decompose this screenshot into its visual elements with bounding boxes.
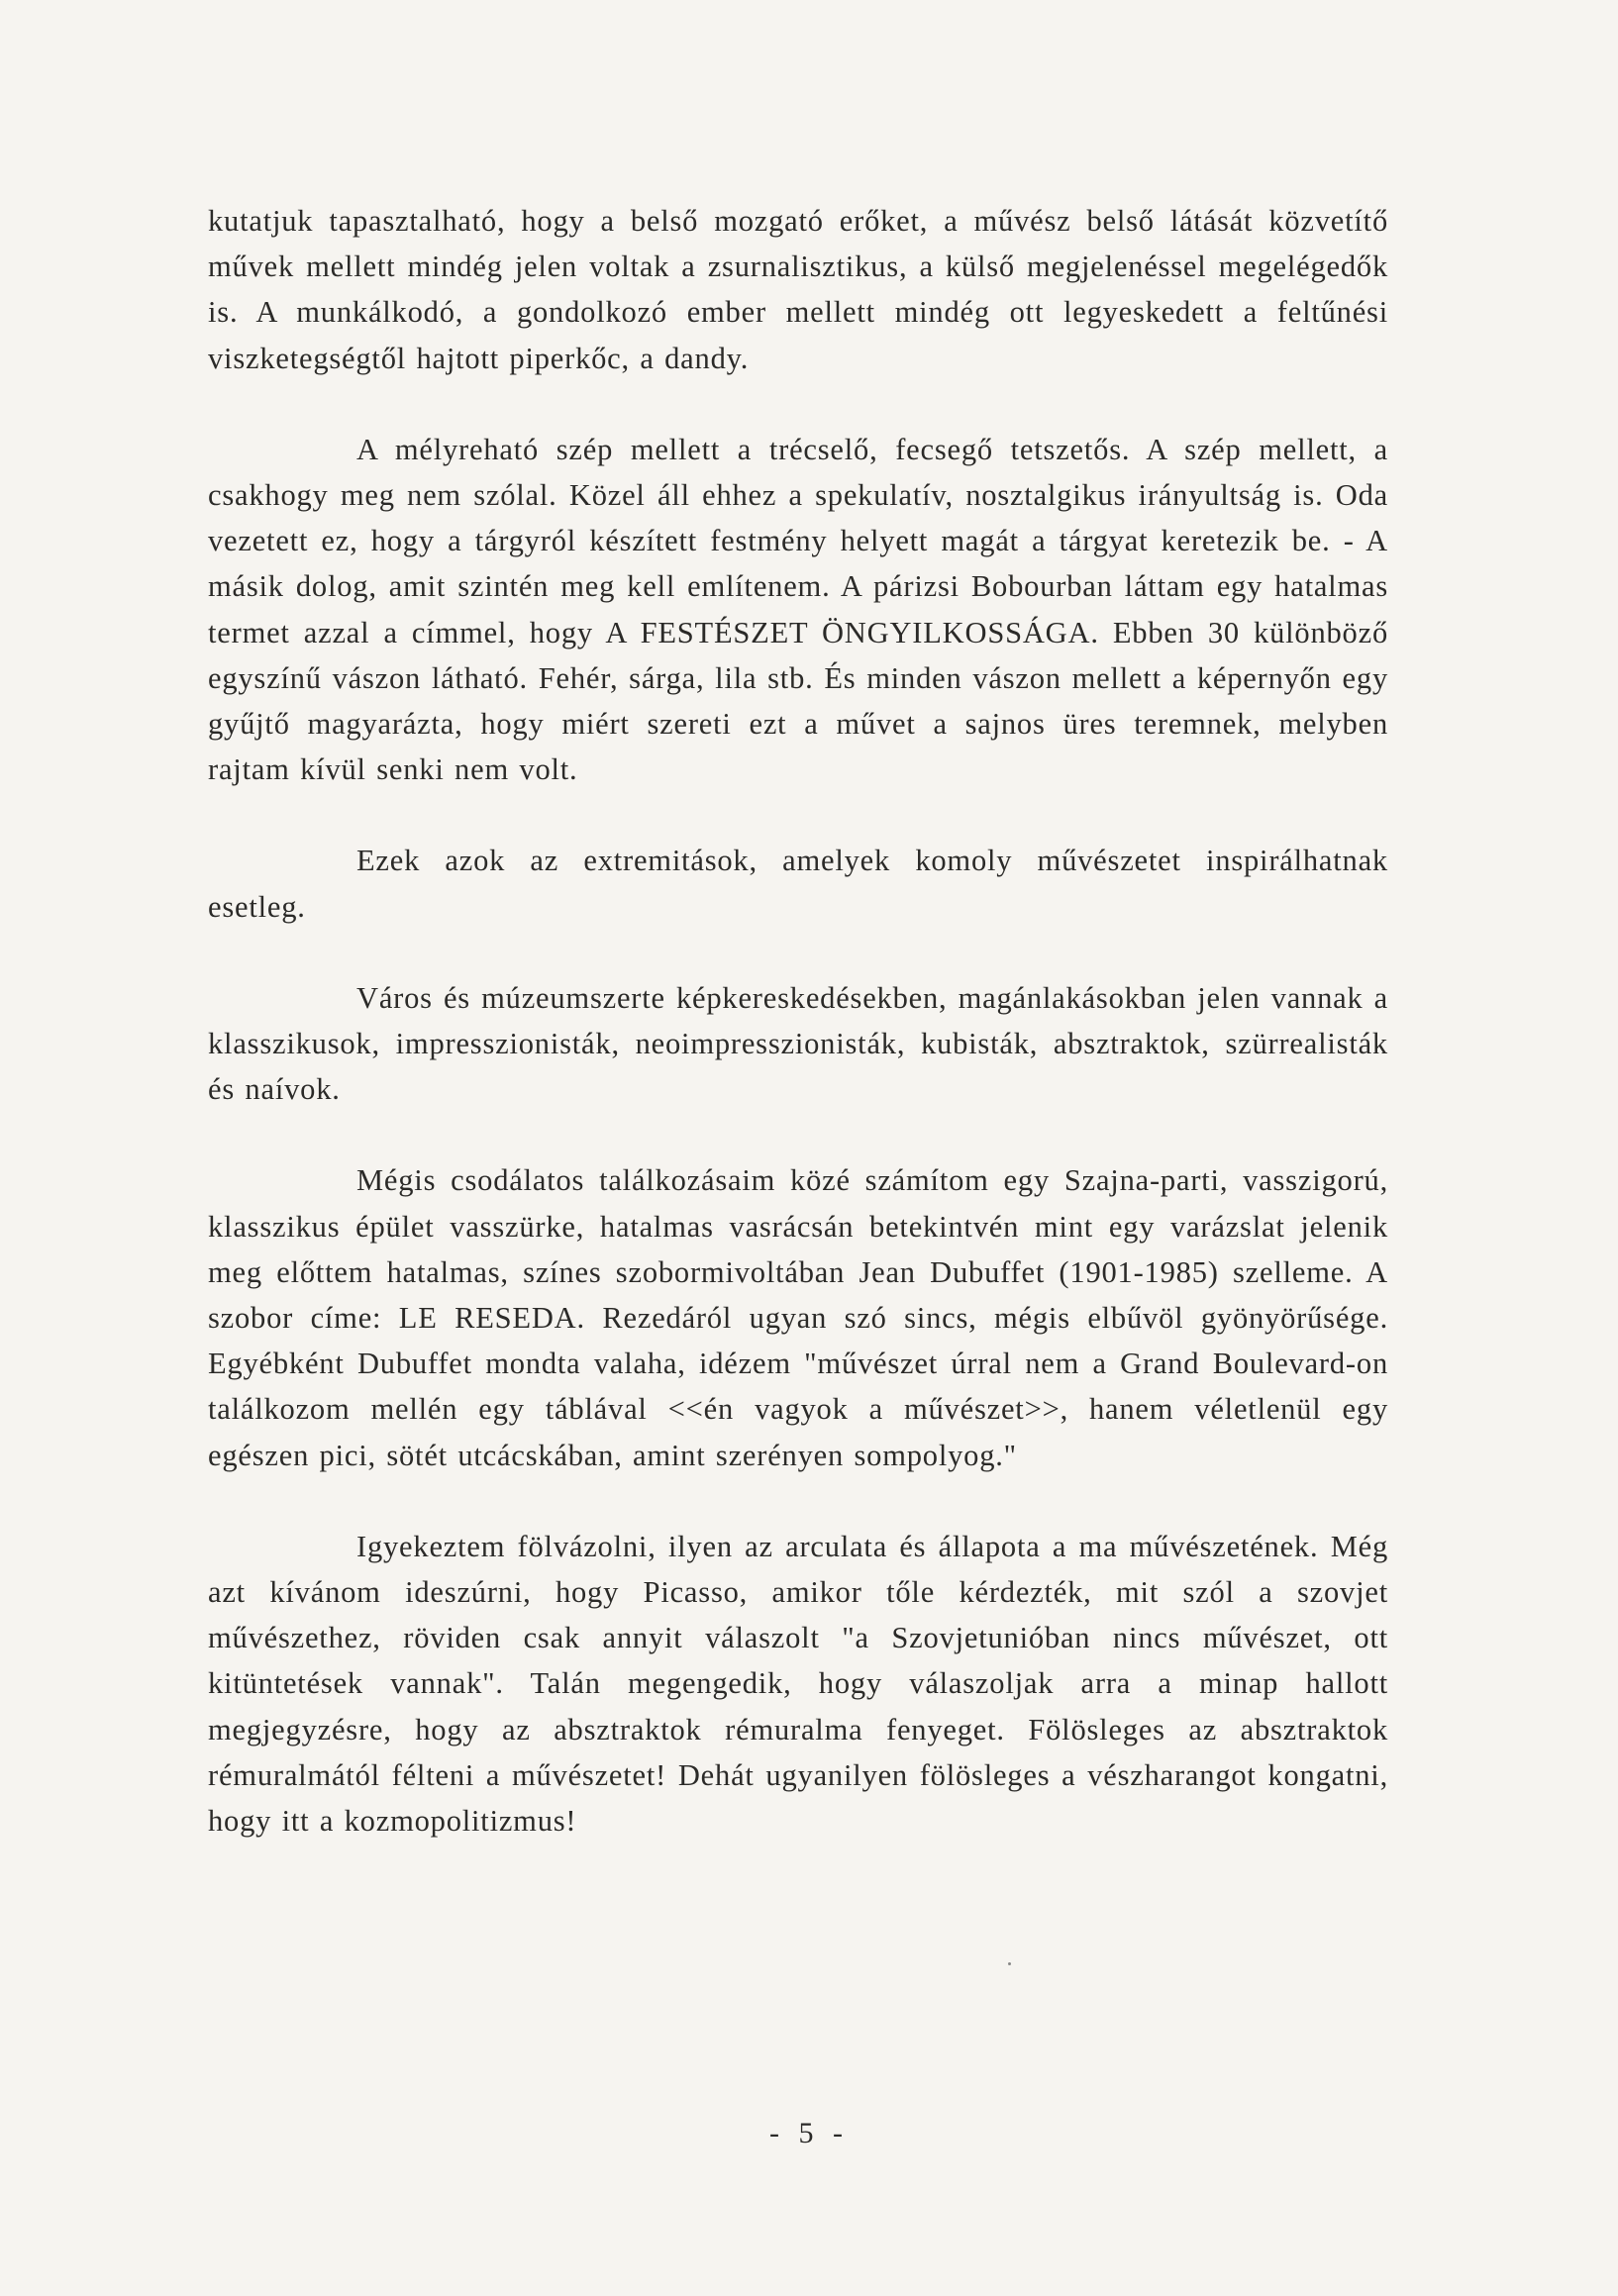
paper-speck (1008, 1962, 1011, 1965)
paragraph-6: Igyekeztem fölvázolni, ilyen az arculata és állapota a ma művészetének. Még azt kívánom ideszúrni, hogy Picasso, amikor tőle kérdezték, mit szól a szovjet művészethez, röviden csak annyit válaszolt "a Szovjetunióban nincs művészet, ott kitüntetések vannak". Talán megengedik, hogy válaszoljak arra a minap hallott megjegyzésre, hogy az absztraktok rémuralma fenyeget. Fölösleges az absztraktok rémuralmától félteni a művészetet! Dehát ugyanilyen fölösleges a vészharangot kongatni, hogy itt a kozmopolitizmus! (208, 1529, 1388, 1839)
paragraph-4: Város és múzeumszerte képkereskedésekben, magánlakásokban jelen vannak a klasszikusok, impresszionisták, neoimpresszionisták, kubisták, absztraktok, szürrealisták és naívok. (208, 980, 1388, 1107)
paragraph-1: kutatjuk tapasztalható, hogy a belső mozgató erőket, a művész belső látását közvetítő művek mellett mindég jelen voltak a zsurnalisztikus, a külső megjelenéssel megelégedők is. A munkálkodó, a gondolkozó ember mellett mindég ott legyeskedett a feltűnési viszketegségtől hajtott piperkőc, a dandy. (208, 204, 1388, 375)
page-number: - 5 - (769, 2117, 849, 2149)
body-text (208, 198, 1388, 1889)
paragraph-5: Mégis csodálatos találkozásaim közé számítom egy Szajna-parti, vasszigorú, klasszikus épület vasszürke, hatalmas vasrácsán betekintvén mint egy varázslat jelenik meg előttem hatalmas, színes szobormivoltában Jean Dubuffet (1901-1985) szelleme. A szobor címe: LE RESEDA. Rezedáról ugyan szó sincs, mégis elbűvöl gyönyörűsége. Egyébként Dubuffet mondta valaha, idézem "művészet úrral nem a Grand Boulevard-on találkozom mellén egy táblával <<én vagyok a művészet>>, hanem véletlenül egy egészen pici, sötét utcácskában, amint szerényen sompolyog." (208, 1163, 1388, 1472)
paragraph-3: Ezek azok az extremitások, amelyek komoly művészetet inspirálhatnak esetleg. (208, 844, 1388, 924)
paragraph-2: A mélyreható szép mellett a trécselő, fecsegő tetszetős. A szép mellett, a csakhogy meg nem szólal. Közel áll ehhez a spekulatív, nosztalgikus irányultság is. Oda vezetett ez, hogy a tárgyról készített festmény helyett magát a tárgyat keretezik be. - A másik dolog, amit szintén meg kell említenem. A párizsi Bobourban láttam egy hatalmas termet azzal a címmel, hogy A FESTÉSZET ÖNGYILKOSSÁGA. Ebben 30 különböző egyszínű vászon látható. Fehér, sárga, lila stb. És minden vászon mellett a képernyőn egy gyűjtő magyarázta, hogy miért szereti ezt a művet a sajnos üres teremnek, melyben rajtam kívül senki nem volt. (208, 432, 1388, 787)
